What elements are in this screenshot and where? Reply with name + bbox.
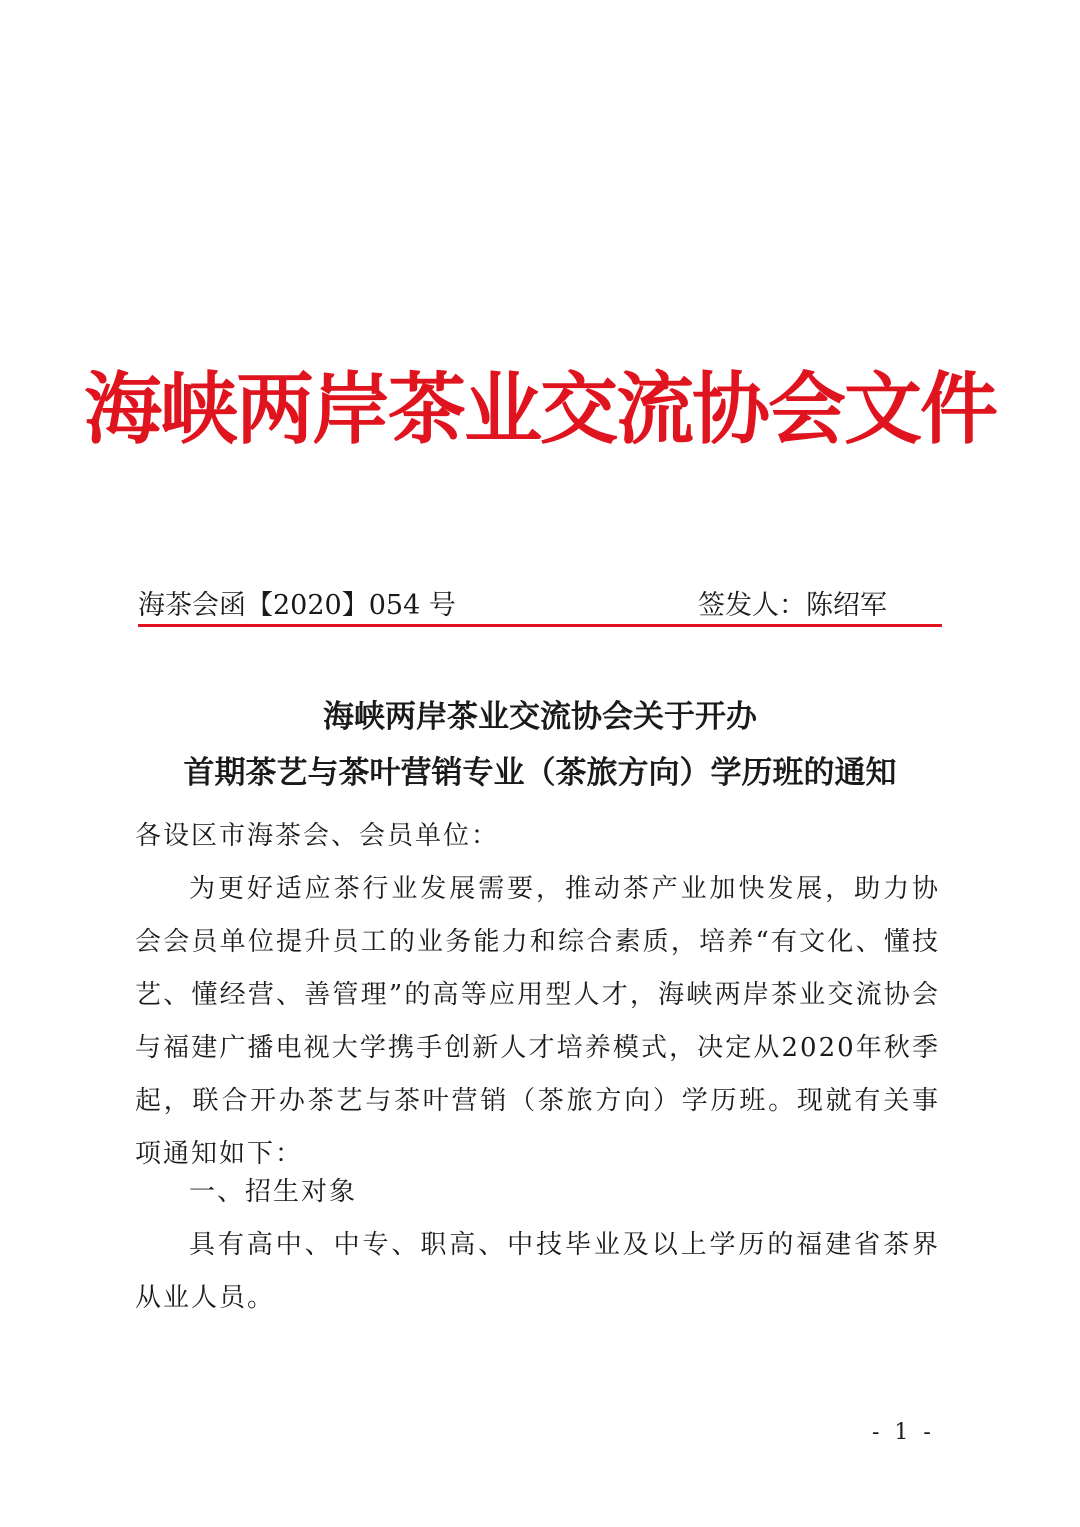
red-divider — [138, 624, 942, 627]
notice-title-line-1: 海峡两岸茶业交流协会关于开办 — [323, 699, 757, 735]
masthead-title: 海峡两岸茶业交流协会文件 — [83, 364, 996, 455]
paragraph-intro: 为更好适应茶行业发展需要，推动茶产业加快发展，助力协会会员单位提升员工的业务能力和综合素质，培养“有文化、懂技艺、懂经营、善管理”的高等应用型人才，海峡两岸茶业交流协会与福建广播电视大学携手创新人才培养模式，决定从2020年秋季起，联合开办茶艺与茶叶营销（茶旅方向）学历班。现就有关事项通知如下： — [135, 874, 940, 1169]
salutation: 各设区市海茶会、会员单位： — [135, 821, 500, 851]
page-number: - 1 - — [872, 1420, 935, 1445]
notice-title-line-2: 首期茶艺与茶叶营销专业（茶旅方向）学历班的通知 — [183, 755, 897, 791]
signer: 签发人：陈绍军 — [698, 590, 887, 621]
section-heading-enrollment-targets: 一、招生对象 — [189, 1177, 358, 1207]
paragraph-enrollment-targets: 具有高中、中专、职高、中技毕业及以上学历的福建省茶界从业人员。 — [135, 1230, 940, 1313]
document-number: 海茶会函【2020】054 号 — [138, 590, 456, 621]
document-info-line — [138, 588, 938, 628]
